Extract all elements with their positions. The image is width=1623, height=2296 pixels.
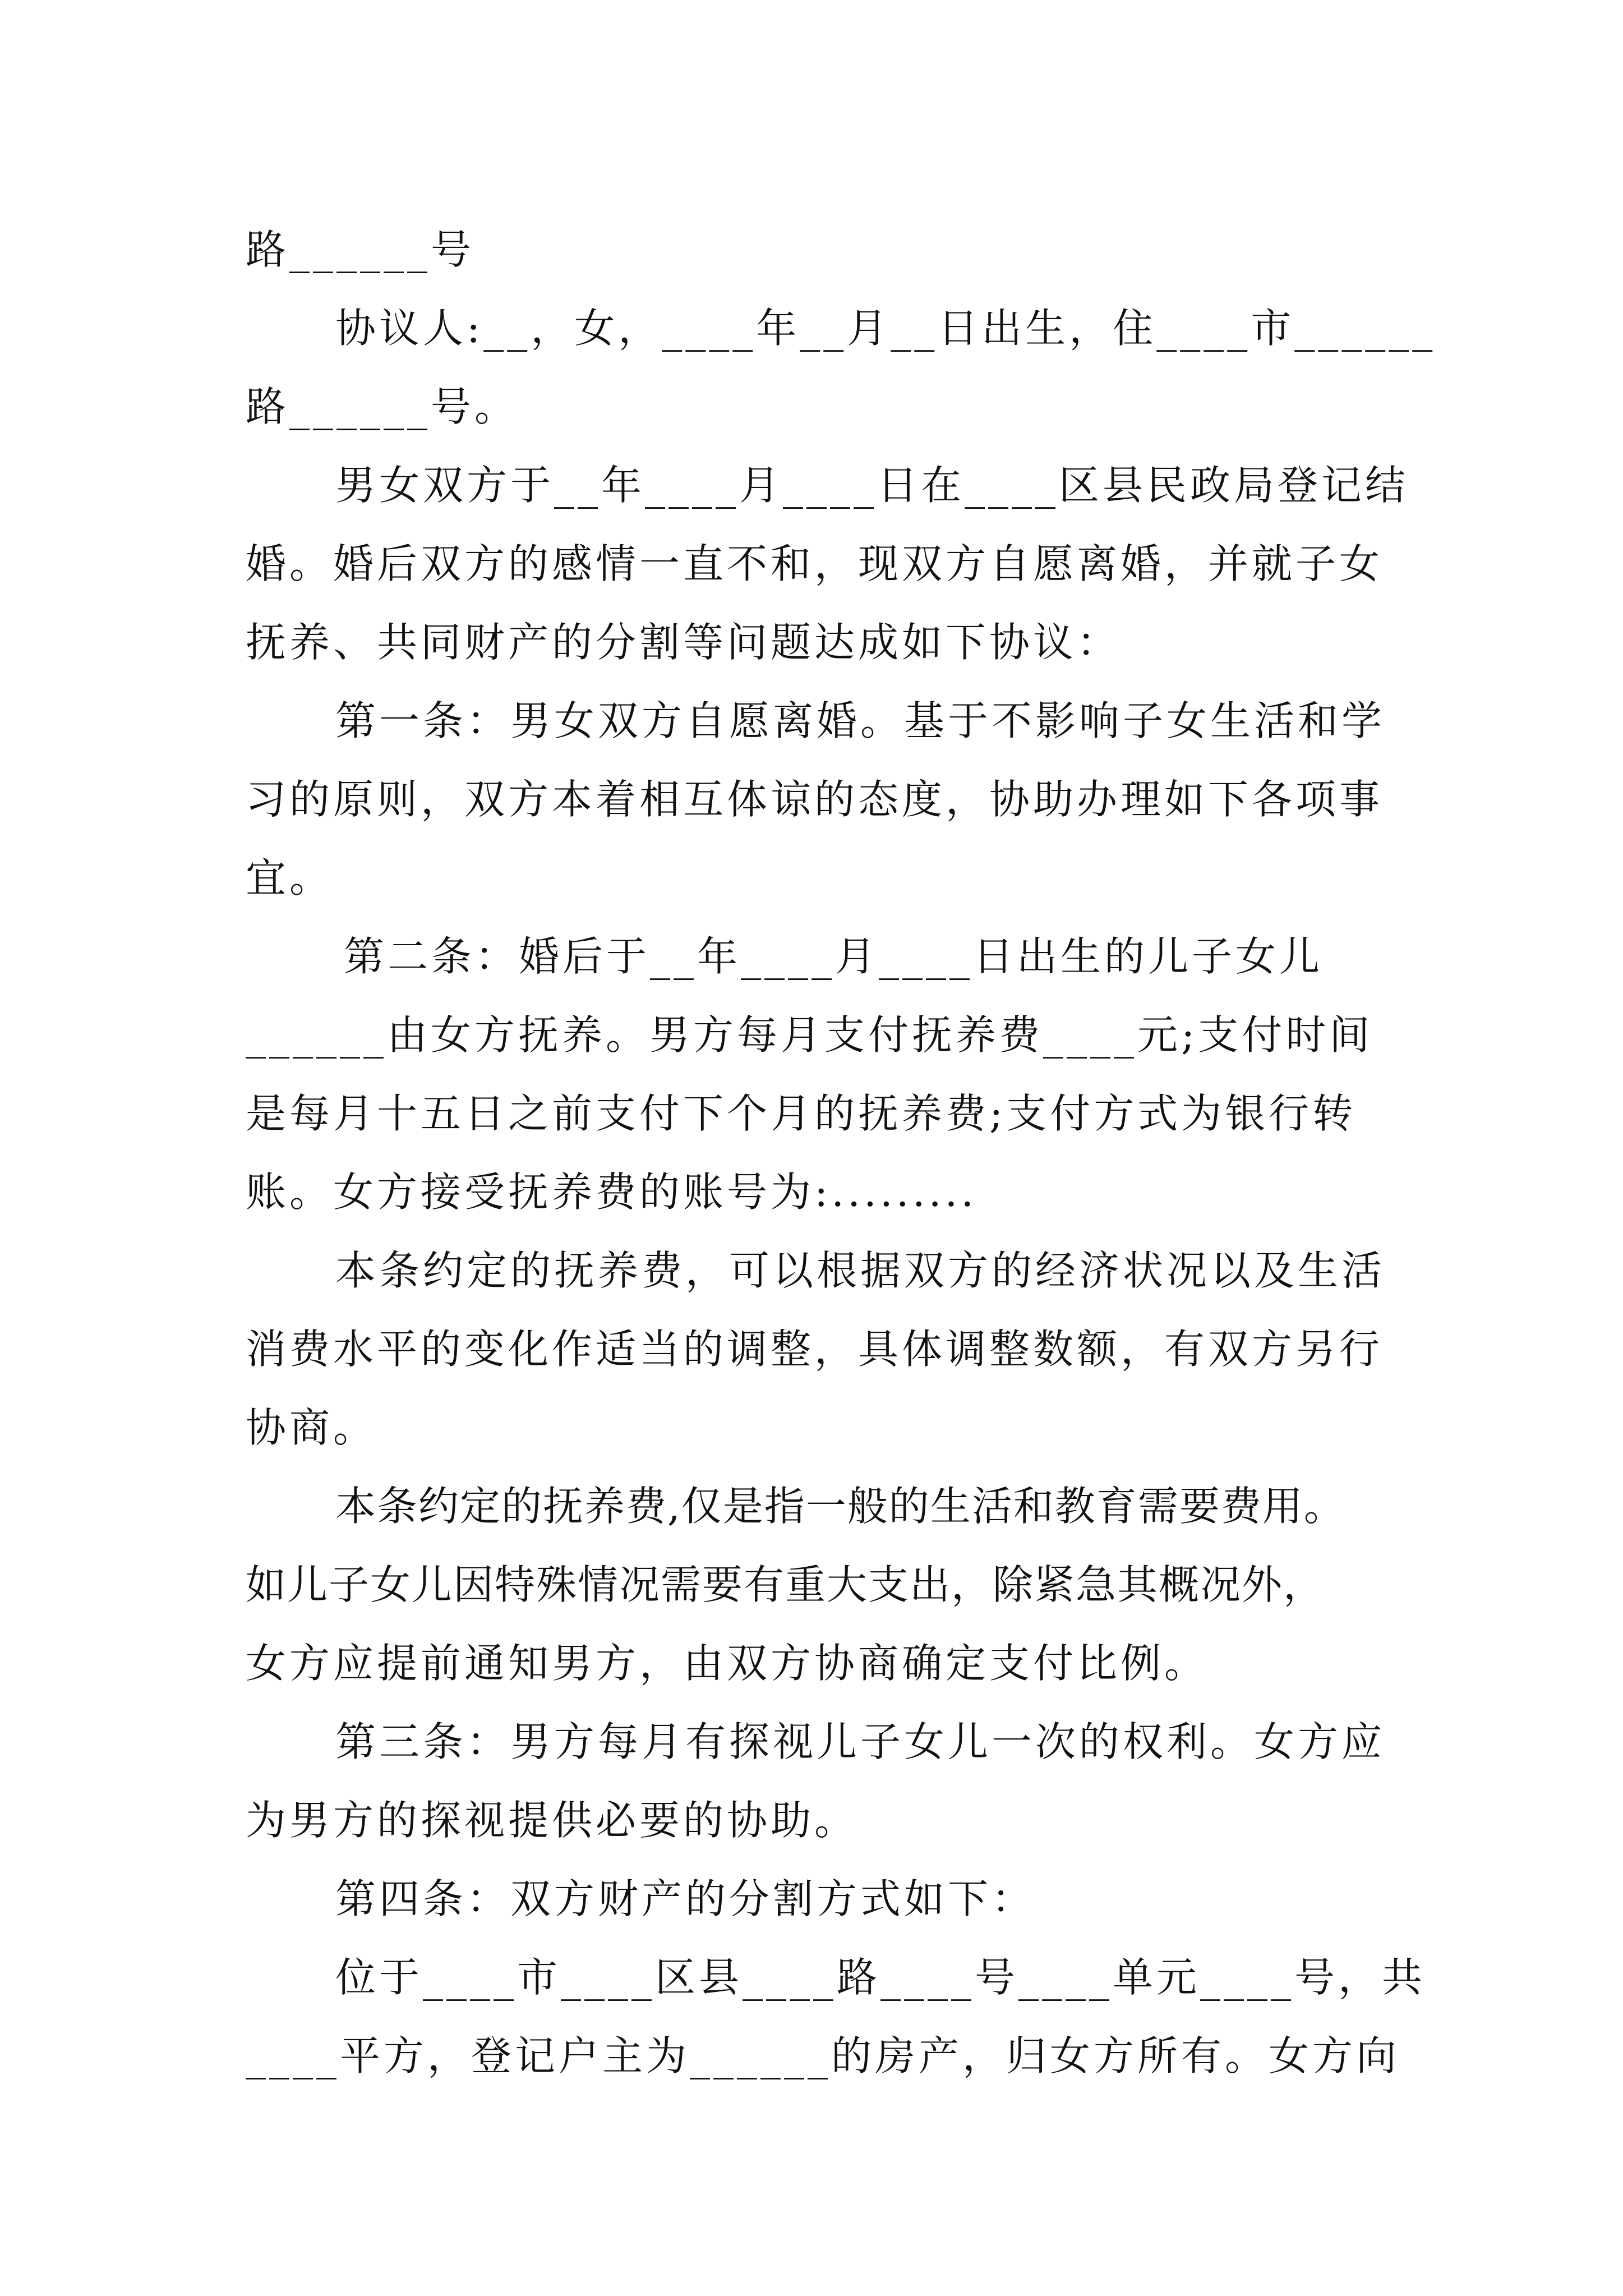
text-line: 本条约定的抚养费，可以根据双方的经济状况以及生活 xyxy=(335,1247,1386,1294)
text-line: 协商。 xyxy=(246,1404,377,1451)
text-line: 账。女方接受抚养费的账号为:......... xyxy=(246,1168,978,1216)
text-line: 为男方的探视提供必要的协助。 xyxy=(246,1797,859,1844)
text-line: 位于____市____区县____路____号____单元____号，共 xyxy=(335,1954,1426,2001)
text-line: 第三条：男方每月有探视儿子女儿一次的权利。女方应 xyxy=(335,1718,1386,1765)
text-line: 本条约定的抚养费,仅是指一般的生活和教育需要费用。 xyxy=(335,1483,1345,1530)
text-line: 宜。 xyxy=(246,854,334,901)
text-line: 第二条：婚后于__年____月____日出生的儿子女儿 xyxy=(344,933,1324,980)
text-line: 抚养、共同财产的分割等问题达成如下协议： xyxy=(246,619,1121,666)
text-line: 男女双方于__年____月____日在____区县民政局登记结 xyxy=(335,462,1409,509)
text-line: 路______号。 xyxy=(246,383,519,430)
text-line: 婚。婚后双方的感情一直不和，现双方自愿离婚，并就子女 xyxy=(246,540,1384,587)
text-line: 第四条：双方财产的分割方式如下： xyxy=(335,1875,1036,1922)
text-line: ____平方，登记户主为______的房产，归女方所有。女方向 xyxy=(246,2032,1400,2079)
text-line: 协议人:__，女，____年__月__日出生，住____市______ xyxy=(335,305,1436,352)
text-line: ______由女方抚养。男方每月支付抚养费____元;支付时间 xyxy=(246,1011,1373,1059)
text-line: 是每月十五日之前支付下个月的抚养费;支付方式为银行转 xyxy=(246,1090,1357,1137)
text-line: 习的原则，双方本着相互体谅的态度，协助办理如下各项事 xyxy=(246,776,1384,823)
document-body xyxy=(246,210,1436,2095)
text-line: 消费水平的变化作适当的调整，具体调整数额，有双方另行 xyxy=(246,1326,1384,1373)
text-line: 第一条：男女双方自愿离婚。基于不影响子女生活和学 xyxy=(335,697,1386,744)
text-line: 路______号 xyxy=(246,226,475,273)
text-line: 女方应提前通知男方，由双方协商确定支付比例。 xyxy=(246,1640,1209,1687)
text-line: 如儿子女儿因特殊情况需要有重大支出，除紧急其概况外， xyxy=(246,1561,1325,1608)
